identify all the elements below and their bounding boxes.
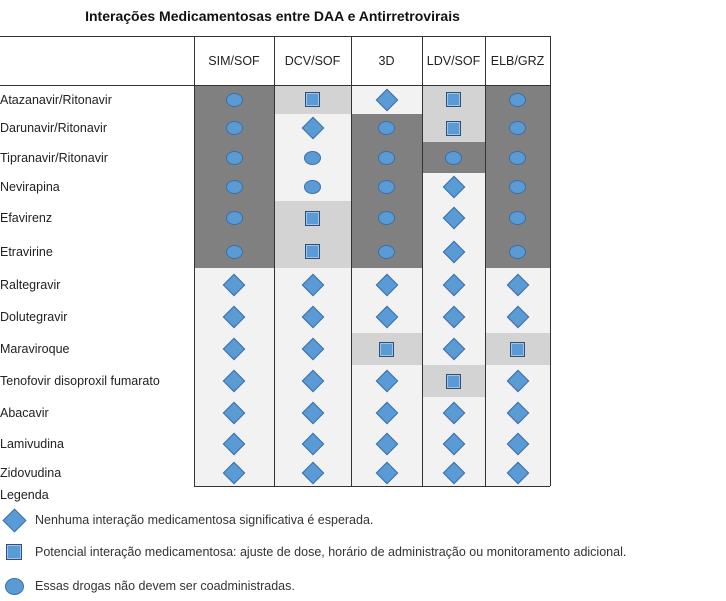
diamond-icon bbox=[301, 461, 324, 484]
column-header: 3D bbox=[378, 53, 395, 68]
legend-symbol bbox=[4, 510, 24, 530]
grid-vline bbox=[351, 36, 352, 486]
diamond-icon bbox=[442, 207, 465, 230]
diamond-icon bbox=[301, 273, 324, 296]
diamond-icon bbox=[506, 402, 529, 425]
legend-item bbox=[4, 542, 626, 562]
table-cell bbox=[422, 333, 485, 365]
table-cell bbox=[351, 459, 422, 486]
square-icon bbox=[6, 544, 22, 560]
diamond-icon bbox=[301, 370, 324, 393]
row-label: Efavirenz bbox=[0, 211, 53, 225]
table-cell bbox=[485, 333, 550, 365]
circle-icon bbox=[226, 245, 243, 259]
circle-icon bbox=[378, 151, 395, 165]
legend-text: Nenhuma interação medicamentosa significativa é esperada. bbox=[35, 513, 374, 527]
diamond-icon bbox=[223, 273, 246, 296]
grid-hline bbox=[0, 36, 550, 37]
legend-text: Potencial interação medicamentosa: ajuste de dose, horário de administração ou monitoramento adicional. bbox=[35, 545, 627, 559]
table-cell bbox=[274, 301, 351, 333]
table-cell bbox=[194, 114, 274, 142]
row-label: Atazanavir/Ritonavir bbox=[0, 92, 112, 107]
table-cell bbox=[485, 429, 550, 459]
table-cell bbox=[351, 429, 422, 459]
circle-icon bbox=[509, 121, 526, 135]
interaction-table bbox=[0, 36, 550, 486]
diamond-icon bbox=[375, 433, 398, 456]
diamond-icon bbox=[506, 370, 529, 393]
row-label: Etravirine bbox=[0, 244, 53, 259]
table-cell bbox=[194, 235, 274, 268]
square-icon bbox=[305, 244, 320, 259]
table-cell bbox=[422, 429, 485, 459]
table-cell bbox=[194, 301, 274, 333]
row-label: Dolutegravir bbox=[0, 310, 68, 324]
table-cell bbox=[422, 268, 485, 301]
grid-vline bbox=[422, 36, 423, 486]
circle-icon bbox=[509, 151, 526, 165]
circle-icon bbox=[509, 211, 526, 225]
circle-icon bbox=[226, 151, 243, 165]
table-cell bbox=[351, 397, 422, 429]
row-label: Nevirapina bbox=[0, 180, 60, 194]
diamond-icon bbox=[223, 461, 246, 484]
diamond-icon bbox=[375, 88, 398, 111]
circle-icon bbox=[226, 121, 243, 135]
diamond-icon bbox=[301, 306, 324, 329]
table-cell bbox=[422, 365, 485, 397]
table-cell bbox=[422, 114, 485, 142]
diamond-icon bbox=[442, 461, 465, 484]
table-cell bbox=[274, 365, 351, 397]
diamond-icon bbox=[375, 370, 398, 393]
circle-icon bbox=[5, 578, 24, 595]
legend-item bbox=[4, 576, 295, 596]
square-icon bbox=[305, 92, 320, 107]
table-cell bbox=[422, 85, 485, 114]
legend-title: Legenda bbox=[0, 488, 49, 502]
column-header: ELB/GRZ bbox=[490, 53, 545, 68]
table-cell bbox=[194, 173, 274, 201]
column-header: LDV/SOF bbox=[426, 53, 481, 68]
column-header: SIM/SOF bbox=[208, 53, 260, 68]
diamond-icon bbox=[506, 273, 529, 296]
column-header: DCV/SOF bbox=[284, 53, 341, 68]
table-cell bbox=[351, 301, 422, 333]
table-cell bbox=[274, 85, 351, 114]
grid-vline bbox=[550, 36, 551, 486]
diamond-icon bbox=[375, 402, 398, 425]
table-cell bbox=[274, 429, 351, 459]
diamond-icon bbox=[223, 338, 246, 361]
circle-icon bbox=[226, 211, 243, 225]
table-cell bbox=[485, 201, 550, 235]
table-cell bbox=[274, 114, 351, 142]
circle-icon bbox=[378, 245, 395, 259]
table-cell bbox=[485, 114, 550, 142]
table-cell bbox=[274, 268, 351, 301]
table-cell bbox=[422, 397, 485, 429]
legend-item bbox=[4, 510, 373, 530]
circle-icon bbox=[509, 180, 526, 194]
diamond-icon bbox=[301, 338, 324, 361]
table-cell bbox=[351, 365, 422, 397]
table-cell bbox=[422, 301, 485, 333]
legend-text: Essas drogas não devem ser coadministradas. bbox=[35, 579, 295, 593]
circle-icon bbox=[378, 121, 395, 135]
diamond-icon bbox=[375, 306, 398, 329]
table-cell bbox=[194, 201, 274, 235]
row-label: Lamivudina bbox=[0, 437, 64, 451]
diamond-icon bbox=[2, 508, 26, 532]
table-cell bbox=[194, 365, 274, 397]
circle-icon bbox=[226, 180, 243, 194]
diamond-icon bbox=[223, 306, 246, 329]
diamond-icon bbox=[442, 176, 465, 199]
table-cell bbox=[194, 142, 274, 173]
table-cell bbox=[485, 235, 550, 268]
diamond-icon bbox=[301, 433, 324, 456]
diamond-icon bbox=[223, 370, 246, 393]
legend-symbol bbox=[4, 576, 24, 596]
table-cell bbox=[194, 85, 274, 114]
circle-icon bbox=[378, 211, 395, 225]
table-cell bbox=[422, 459, 485, 486]
table-cell bbox=[422, 201, 485, 235]
table-cell bbox=[351, 114, 422, 142]
row-label: Raltegravir bbox=[0, 277, 61, 292]
grid-vline bbox=[274, 36, 275, 486]
grid-hline bbox=[194, 486, 550, 487]
circle-icon bbox=[304, 180, 321, 194]
square-icon bbox=[379, 342, 394, 357]
diamond-icon bbox=[223, 402, 246, 425]
table-cell bbox=[274, 142, 351, 173]
row-label: Tipranavir/Ritonavir bbox=[0, 150, 108, 165]
table-cell bbox=[422, 235, 485, 268]
diamond-icon bbox=[442, 433, 465, 456]
table-cell bbox=[351, 142, 422, 173]
square-icon bbox=[305, 211, 320, 226]
table-cell bbox=[485, 301, 550, 333]
table-cell bbox=[274, 173, 351, 201]
circle-icon bbox=[445, 151, 462, 165]
diamond-icon bbox=[442, 338, 465, 361]
row-label: Tenofovir disoproxil fumarato bbox=[0, 374, 160, 388]
diamond-icon bbox=[375, 273, 398, 296]
table-cell bbox=[194, 268, 274, 301]
grid-vline bbox=[485, 36, 486, 486]
diamond-icon bbox=[301, 402, 324, 425]
table-cell bbox=[274, 459, 351, 486]
table-cell bbox=[485, 459, 550, 486]
diamond-icon bbox=[506, 433, 529, 456]
square-icon bbox=[446, 121, 461, 136]
diamond-icon bbox=[223, 433, 246, 456]
grid-hline bbox=[0, 85, 550, 86]
grid-vline bbox=[194, 36, 195, 486]
legend-symbol bbox=[4, 542, 24, 562]
table-cell bbox=[274, 201, 351, 235]
diamond-icon bbox=[442, 273, 465, 296]
table-cell bbox=[274, 235, 351, 268]
row-label: Darunavir/Ritonavir bbox=[0, 121, 107, 135]
table-cell bbox=[274, 397, 351, 429]
table-cell bbox=[351, 235, 422, 268]
diamond-icon bbox=[442, 402, 465, 425]
square-icon bbox=[446, 374, 461, 389]
table-cell bbox=[485, 365, 550, 397]
table-cell bbox=[485, 142, 550, 173]
table-cell bbox=[194, 397, 274, 429]
diamond-icon bbox=[301, 117, 324, 140]
table-cell bbox=[485, 397, 550, 429]
square-icon bbox=[510, 342, 525, 357]
diamond-icon bbox=[442, 306, 465, 329]
table-cell bbox=[351, 333, 422, 365]
circle-icon bbox=[509, 245, 526, 259]
square-icon bbox=[446, 92, 461, 107]
diamond-icon bbox=[506, 461, 529, 484]
table-cell bbox=[351, 173, 422, 201]
table-cell bbox=[485, 268, 550, 301]
table-cell bbox=[485, 173, 550, 201]
circle-icon bbox=[509, 93, 526, 107]
row-label: Zidovudina bbox=[0, 465, 62, 480]
table-cell bbox=[274, 333, 351, 365]
table-cell bbox=[351, 201, 422, 235]
table-cell bbox=[351, 268, 422, 301]
table-cell bbox=[194, 333, 274, 365]
table-cell bbox=[351, 85, 422, 114]
chart-title: Interações Medicamentosas entre DAA e Antirretrovirais bbox=[85, 8, 460, 24]
circle-icon bbox=[226, 93, 243, 107]
row-label: Abacavir bbox=[0, 406, 49, 420]
table-cell bbox=[194, 429, 274, 459]
table-cell bbox=[485, 85, 550, 114]
table-cell bbox=[422, 142, 485, 173]
diamond-icon bbox=[375, 461, 398, 484]
circle-icon bbox=[378, 180, 395, 194]
diamond-icon bbox=[506, 306, 529, 329]
diamond-icon bbox=[442, 240, 465, 263]
table-cell bbox=[194, 459, 274, 486]
circle-icon bbox=[304, 151, 321, 165]
row-label: Maraviroque bbox=[0, 342, 70, 356]
table-cell bbox=[422, 173, 485, 201]
